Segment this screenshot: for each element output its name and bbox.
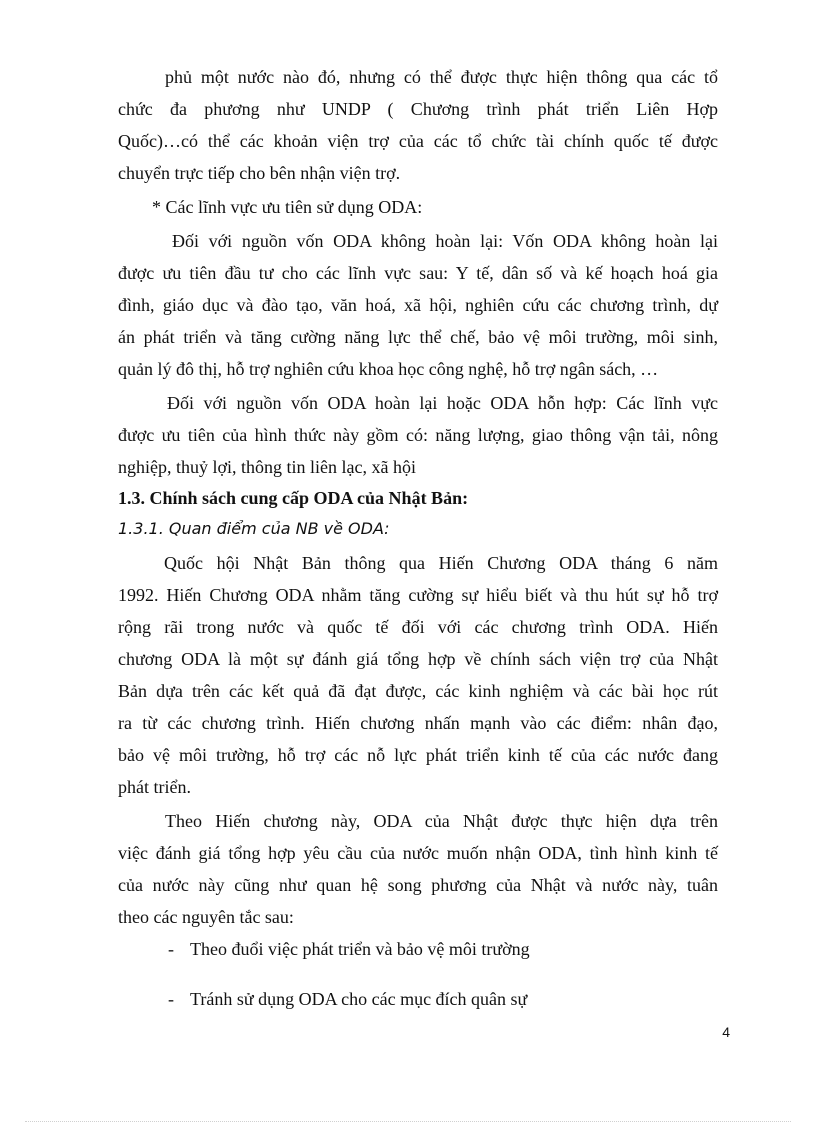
- paragraph-line: được ưu tiên đầu tư cho các lĩnh vực sau: Y tế, dân số và kế hoạch hoá gia: [118, 263, 718, 283]
- paragraph-line: đình, giáo dục và đào tạo, văn hoá, xã hội, nghiên cứu các chương trình, dự: [118, 295, 718, 315]
- paragraph-line: 1992. Hiến Chương ODA nhằm tăng cường sự hiểu biết và thu hút sự hỗ trợ: [118, 585, 718, 605]
- paragraph-line: ra từ các chương trình. Hiến chương nhấn mạnh vào các điểm: nhân đạo,: [118, 713, 718, 733]
- bullet-marker: -: [168, 939, 174, 959]
- paragraph-line: án phát triển và tăng cường năng lực thể chế, bảo vệ môi trường, môi sinh,: [118, 327, 718, 347]
- paragraph-line: bảo vệ môi trường, hỗ trợ các nỗ lực phát triển kinh tế của các nước đang: [118, 745, 718, 765]
- paragraph-line: Bản dựa trên các kết quả đã đạt được, các kinh nghiệm và các bài học rút: [118, 681, 718, 701]
- paragraph-line: chuyển trực tiếp cho bên nhận viện trợ.: [118, 163, 401, 183]
- paragraph-line: Quốc)…có thể các khoản viện trợ của các tổ chức tài chính quốc tế được: [118, 131, 718, 151]
- paragraph-line: việc đánh giá tổng hợp yêu cầu của nước muốn nhận ODA, tình hình kinh tế: [118, 843, 718, 863]
- paragraph-line: quản lý đô thị, hỗ trợ nghiên cứu khoa học công nghệ, hỗ trợ ngân sách, …: [118, 359, 659, 379]
- subsection-heading: 1.3.1. Quan điểm của NB về ODA:: [118, 519, 390, 538]
- paragraph-line: phủ một nước nào đó, nhưng có thể được thực hiện thông qua các tổ: [165, 67, 718, 87]
- bullet-item: Tránh sử dụng ODA cho các mục đích quân sự: [190, 989, 528, 1009]
- paragraph-line: được ưu tiên của hình thức này gồm có: năng lượng, giao thông vận tải, nông: [118, 425, 718, 445]
- paragraph-line: chức đa phương như UNDP ( Chương trình phát triển Liên Hợp: [118, 99, 718, 119]
- paragraph-line: phát triển.: [118, 777, 191, 797]
- paragraph-line: chương ODA là một sự đánh giá tổng hợp về chính sách viện trợ của Nhật: [118, 649, 718, 669]
- paragraph-line: Đối với nguồn vốn ODA hoàn lại hoặc ODA hỗn hợp: Các lĩnh vực: [167, 393, 718, 413]
- paragraph-line: theo các nguyên tắc sau:: [118, 907, 294, 927]
- page-bottom-divider: [25, 1121, 791, 1122]
- paragraph-line: nghiệp, thuỷ lợi, thông tin liên lạc, xã hội: [118, 457, 416, 477]
- paragraph-line: Theo Hiến chương này, ODA của Nhật được thực hiện dựa trên: [165, 811, 718, 831]
- section-heading: 1.3. Chính sách cung cấp ODA của Nhật Bản:: [118, 488, 469, 508]
- paragraph-line: Đối với nguồn vốn ODA không hoàn lại: Vốn ODA không hoàn lại: [172, 231, 718, 251]
- bullet-marker: -: [168, 989, 174, 1009]
- section-bullet-heading: * Các lĩnh vực ưu tiên sử dụng ODA:: [152, 197, 423, 217]
- paragraph-line: rộng rãi trong nước và quốc tế đối với các chương trình ODA. Hiến: [118, 617, 718, 637]
- paragraph-line: của nước này cũng như quan hệ song phương của Nhật và nước này, tuân: [118, 875, 718, 895]
- page-number: 4: [722, 1024, 730, 1040]
- bullet-item: Theo đuổi việc phát triển và bảo vệ môi trường: [190, 939, 530, 959]
- paragraph-line: Quốc hội Nhật Bản thông qua Hiến Chương ODA tháng 6 năm: [164, 553, 718, 573]
